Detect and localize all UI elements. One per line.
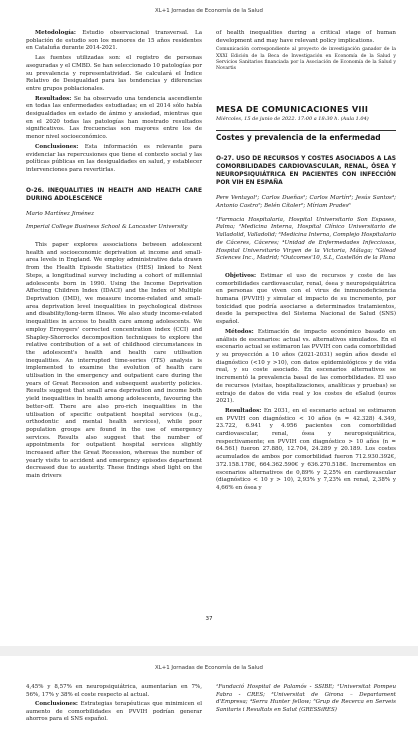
o27-title: O-27. USO DE RECURSOS Y COSTES ASOCIADOS A LAS COMORBILIDADES CARDIOVASCULAR, RENAL, ÓSEA Y NEUROPSIQUIÁTRICA EN PACIENTES CON INFECCIÓN POR VIH EN ESPAÑA xyxy=(216,156,396,187)
metodologia-label: Metodología: xyxy=(35,30,76,36)
conclusiones-text: Esta información es relevante para evidenciar las repercusiones que tiene el contexto social y las políticas públicas en las desigualdades en salud, y establecer intervenciones para revertirlas. xyxy=(26,143,202,173)
fuentes-paragraph: Las fuentes utilizadas son: el registro de personas aseguradas y el CMBD. Se han seleccionado 10 patologías por su prevalencia y representatividad. Se calculará el Índice Relativo de Desigualdad para las tendencias y diferencias entre grupos poblacionales. xyxy=(26,55,202,92)
conclusiones-text: Estrategias terapéuticas que minimicen el aumento de comorbilidades en PVVIH podrían generar ahorros para el SNS español. xyxy=(26,701,202,723)
session-date: Miércoles, 15 de junio de 2022. 17:00 a 18:30 h. (Aula 1.04) xyxy=(216,115,369,122)
o26-abstract-continued: of health inequalities during a critical stage of human development and may have relevant policy implications. xyxy=(216,30,396,44)
objetivos-text: Estimar el uso de recursos y coste de las comorbilidades cardiovascular, renal, ósea y neuropsiquiátrica en personas que viven con el virus de inmunodeficiencia humana (PVVIH) y simular el impacto de su incremento, por toxicidad que podría asociarse a determinados tratamientos, desde la perspectiva del Sistema Nacional de Salud (SNS) español. xyxy=(216,272,396,326)
o27-authors: Pere Ventayol¹; Carlos Dueñas²; Carlos Martín³; Jesús Santos⁴; Antonio Castro⁵; Belén Cítoler⁶; Míriam Prades⁶ xyxy=(216,195,396,210)
o26-funding-note: Comunicación correspondiente al proyecto de investigación ganador de la XXXI Edición de la Beca de Investigación en Economía de la Salud y Servicios Sanitarios financiada por la Asociación de Economía de la Salud y Novartis xyxy=(216,47,396,72)
session-subtitle: Costes y prevalencia de la enfermedad xyxy=(216,132,381,142)
metodos-label: Métodos: xyxy=(225,328,254,335)
session-divider xyxy=(216,130,396,131)
session-title: MESA DE COMUNICACIONES VIII xyxy=(216,104,369,115)
o27-affiliations: ¹Farmacia Hospitalaria, Hospital Universitario Son Espases, Palma; ²Medicina Interna, Hospital Clínico Universitario de Valladolid, Valladolid; ³Medicina Interna, Complejo Hospitalario de Cáceres, Cáceres; ⁴Unidad de Enfermedades Infecciosas, Hospital Universitario Virgen de la Victoria, Málaga; ⁵Gilead Sciences Inc., Madrid; ⁶Outcomes'10, S.L, Castellón de la Plana xyxy=(216,216,396,262)
conclusiones-label: Conclusiones: xyxy=(35,143,79,150)
page-38 xyxy=(0,656,418,755)
results-continued: 4,45% y 8,57% en neuropsiquiátrica, aumentarían en 7%, 56%, 17% y 38% el coste respecto al actual. xyxy=(26,684,202,698)
o27-resultados-text: En 2031, en el escenario actual se estimaron en PVVIH con diagnóstico < 10 años (n = 42.328) 4.349, 23.722, 6.941 y 4.956 pacientes con comorbilidad cardiovascular, renal, ósea y neuropsiquiátrica, respectivamente; en PVVIH con diagnóstico > 10 años (n = 64.561) fueron 27.880, 12.704, 24.289 y 20.189. Los costes acumulados de ambos por comorbilidad fueron 712.930.392€, 372.158.178€, 664.362.590€ y 636.270.518€. Incrementos en escenarios alternativos de 0,89% y 2,25% en cardiovascular (diagnóstico < 10 y > 10), 2,93% y 7,23% en renal, 2,38% y 4,66% en ósea y xyxy=(216,407,397,491)
running-head: XL+1 Jornadas de Economía de la Salud xyxy=(155,665,263,671)
o27-resultados-label: Resultados: xyxy=(225,407,262,414)
left-column xyxy=(26,30,202,483)
running-head: XL+1 Jornadas de Economía de la Salud xyxy=(155,8,263,14)
affiliations: ¹Fundació Hospital de Palamós - SSIBE; ²Universitat Pompeu Fabra - CRES; ³Universitat de Girona – Departament d'Empresa; ⁴Serra Hunter fellow; ⁵Grup de Recerca en Serveis Sanitaris i Resultats en Salut (GRESSiRES) xyxy=(216,684,396,713)
o26-abstract: This paper explores associations between adolescent health and socioeconomic deprivation at income and small-area levels in England. We employ administrative data drawn from the Health Episode Statistics (HES) linked to Next Steps, a longitudinal survey including a cohort of millennial adolescents born in 1990. Using the Income Deprivation Affecting Children Index (IDACI) and the Index of Multiple Deprivation (IMD), we measure income-related and small-area deprivation level inequalities in psychological distress and disability/long-term illness. We also study income-related inequalities in access to health care among adolescents. We employ Erreygers' corrected concentration index (CCI) and Shapley-Shorrocks decomposition techniques to explore the relative contribution of a set of childhood circumstances in the adolescent's health and health care utilisation inequalities. An interrupted time-series (ITS) analysis is implemented to examine the evolution of health care utilisation in the emergency and outpatient care during the years of Great Recession and subsequent austerity policies. Results suggest that small area deprivation and income both yield inequalities in health among adolescents, favouring the better-off. There are also pro-rich inequalities in the utilisation of specific outpatient hospital services (e.g., orthodontic and mental health services), while poor population groups are found in the use of emergency services. Results also suggest that the number of appointments for outpatient hospital services slightly increased after the Great Recession, whereas the number of yearly visits to accident and emergency episodes department decreased due to austerity. These findings shed light on the main drivers xyxy=(26,242,202,480)
o26-author: Mario Martínez Jiménez xyxy=(26,210,95,217)
right-column xyxy=(216,30,396,495)
metodos-text: Estimación de impacto económico basado en análisis de escenarios: actual vs. alternativos simulados. En el escenario actual se estimaron las PVVIH con cada comorbilidad y su proyección a 10 años (2021-2031) según años desde el diagnóstico (<10 y >10), con datos epidemiológicos y de vida real, y su coste asociado. En escenarios alternativos se incrementó la prevalencia basal de las comorbilidades. El uso de recursos (visitas, hospitalizaciones, analíticas y pruebas) se extrajo de datos de vida real y los costes de eSalud (euros 2021). xyxy=(216,328,397,405)
left-column xyxy=(26,684,202,726)
page-number: 37 xyxy=(205,616,213,622)
resultados-label: Resultados: xyxy=(35,95,72,102)
conclusiones-label: Conclusiones: xyxy=(35,701,78,708)
resultados-text: Se ha observado una tendencia ascendiente en todas las enfermedades estudiadas; en el 2014 sólo había desigualdades en estado de ánimo y ansiedad, mientras que en el 2020 todas las patologías han mostrado resultados significativos. Las frecuencias son mayores entre los de menor nivel socioeconómico. xyxy=(26,95,203,141)
o26-title: O-26. INEQUALITIES IN HEALTH AND HEALTH CARE DURING ADOLESCENCE xyxy=(26,187,202,202)
objetivos-label: Objetivos: xyxy=(225,272,257,279)
o26-affiliation: Imperial College Business School & Lancaster University xyxy=(26,224,188,231)
metodologia-text: Estudio observacional transversal. La población de estudio son los menores de 15 años residentes en Cataluña durante 2014-2021. xyxy=(26,30,202,52)
right-column xyxy=(216,684,396,716)
